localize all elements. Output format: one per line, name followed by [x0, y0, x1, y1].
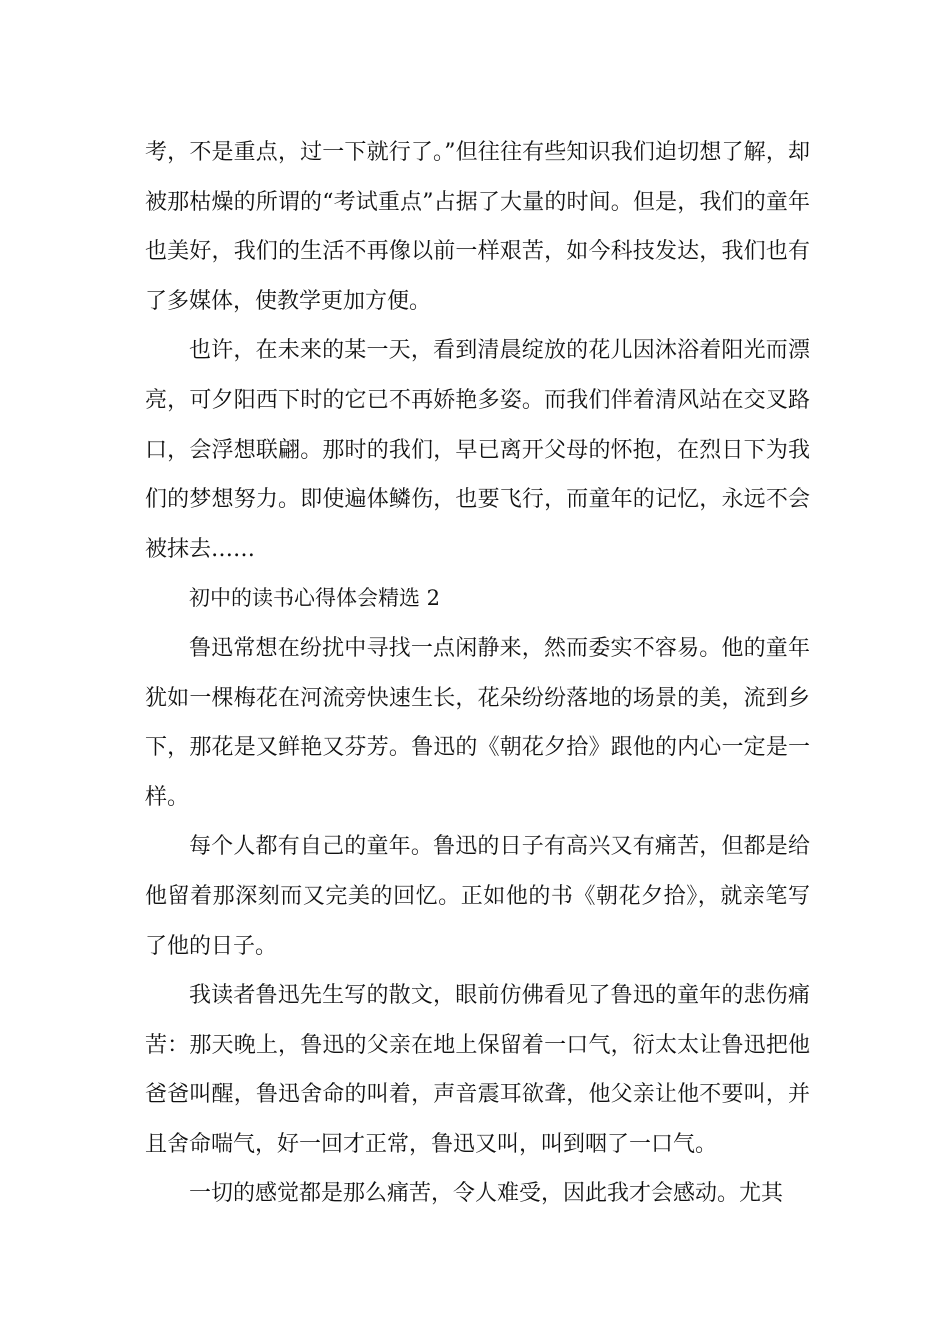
paragraph-luxun-quiet: 鲁迅常想在纷扰中寻找一点闲静来，然而委实不容易。他的童年犹如一棵梅花在河流旁快速生长，花朵纷纷落地的场景的美，流到乡下，那花是又鲜艳又芬芳。鲁迅的《朝花夕拾》跟他的内心一定是一样。: [145, 635, 810, 810]
paragraph-reading-prose: 我读者鲁迅先生写的散文，眼前仿佛看见了鲁迅的童年的悲伤痛苦：那天晚上，鲁迅的父亲在地上保留着一口气，衍太太让鲁迅把他爸爸叫醒，鲁迅舍命的叫着，声音震耳欲聋，他父亲让他不要叫，并且舍命喘气，好一回才正常，鲁迅又叫，叫到咽了一口气。: [145, 983, 810, 1157]
paragraph-future: 也许，在未来的某一天，看到清晨绽放的花儿因沐浴着阳光而漂亮，可夕阳西下时的它已不再娇艳多姿。而我们伴着清风站在交叉路口，会浮想联翩。那时的我们，早已离开父母的怀抱，在烈日下为我们的梦想努力。即使遍体鳞伤，也要飞行，而童年的记忆，永远不会被抹去……: [145, 338, 810, 562]
paragraph-continuation: 考，不是重点，过一下就行了。”但往往有些知识我们迫切想了解，却被那枯燥的所谓的“考试重点”占据了大量的时间。但是，我们的童年也美好，我们的生活不再像以前一样艰苦，如今科技发达，我们也有了多媒体，使教学更加方便。: [145, 140, 810, 314]
paragraph-feelings: 一切的感觉都是那么痛苦，令人难受，因此我才会感动。尤其: [189, 1181, 784, 1207]
document-page: [145, 128, 810, 1219]
section-heading: 初中的读书心得体会精选 2: [189, 586, 441, 611]
paragraph-childhood: 每个人都有自己的童年。鲁迅的日子有高兴又有痛苦，但都是给他留着那深刻而又完美的回忆。正如他的书《朝花夕拾》，就亲笔写了他的日子。: [145, 834, 810, 959]
